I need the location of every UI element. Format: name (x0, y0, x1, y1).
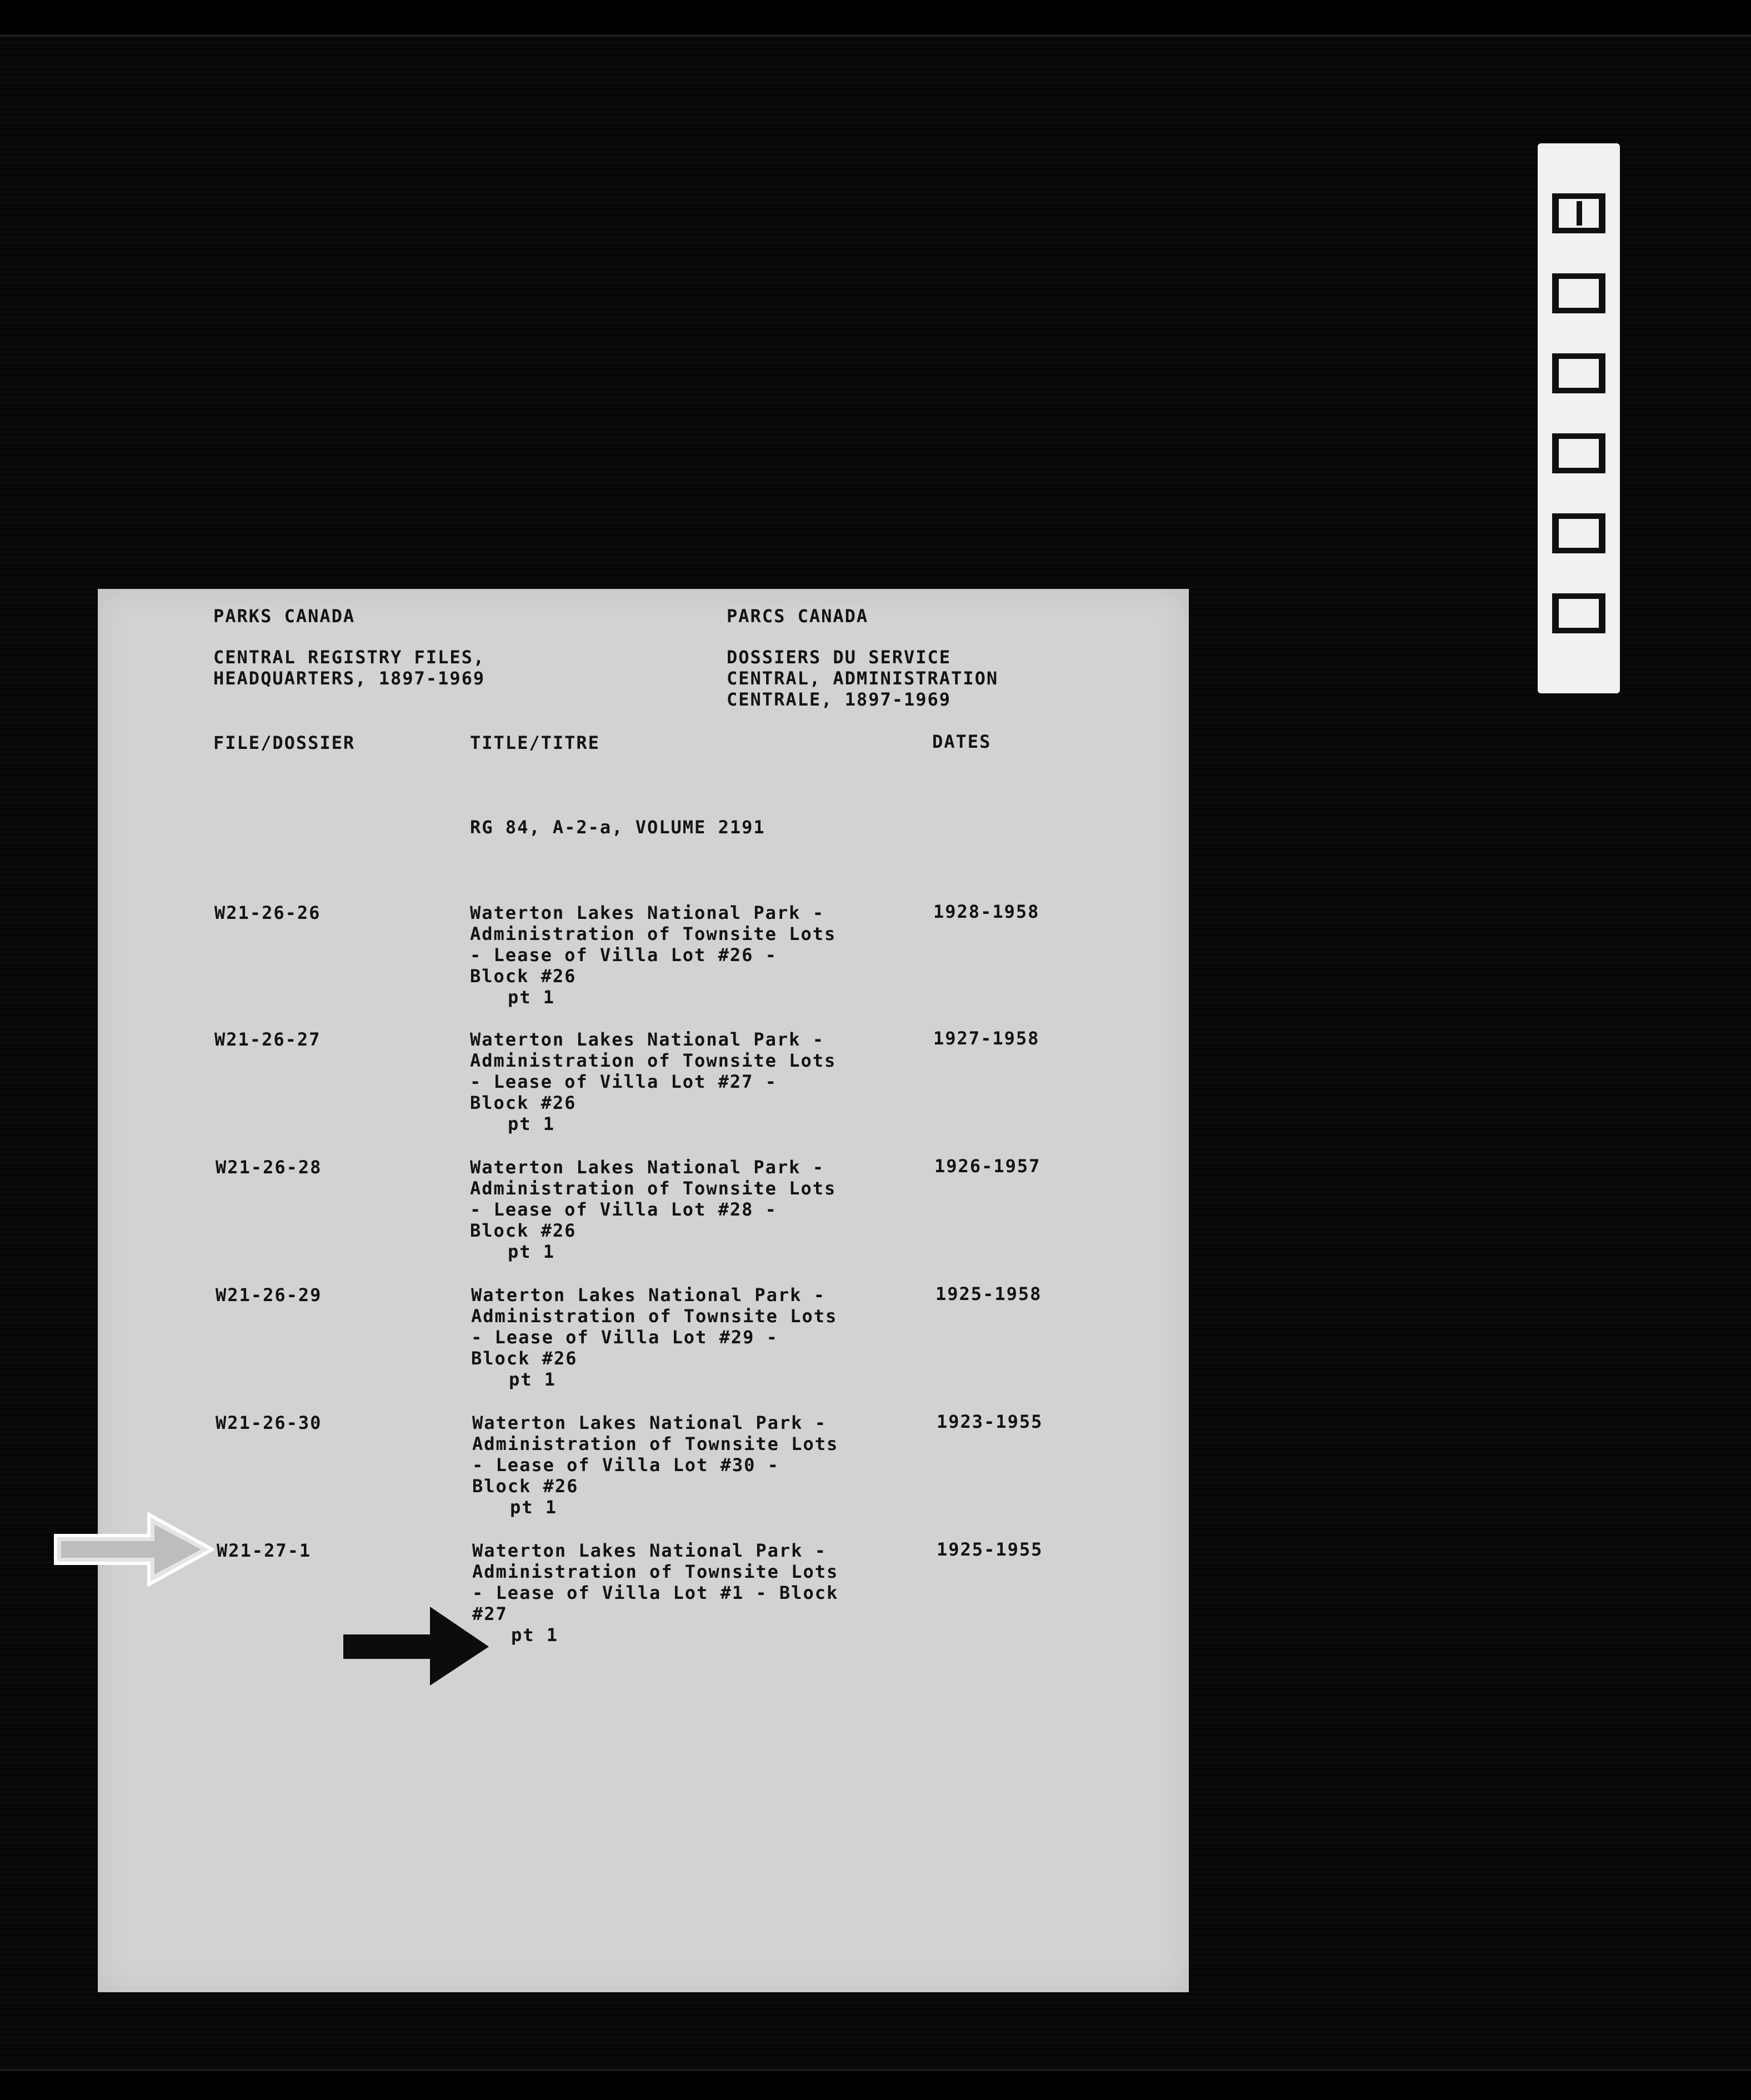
frame-counter-segment (1555, 228, 1579, 233)
finding-aid-page (98, 589, 1189, 1992)
outline-arrow-right-icon (53, 1512, 214, 1587)
frame-counter-segment (1555, 273, 1579, 279)
entry-part: pt 1 (508, 1113, 556, 1134)
frame-counter-segment (1599, 593, 1605, 633)
entry-part-flagged: pt 1 (511, 1624, 559, 1646)
entry-dates: 1927-1958 (933, 1028, 1040, 1049)
frame-counter-segment (1555, 593, 1579, 599)
film-bottom-edge (0, 2069, 1751, 2100)
entry-file-number: W21-26-30 (216, 1412, 322, 1433)
frame-counter-strip (1538, 143, 1620, 693)
frame-counter-digit (1549, 430, 1609, 477)
header-series-fr-line-3: CENTRALE, 1897-1969 (727, 689, 952, 710)
frame-counter-segment (1579, 308, 1602, 313)
frame-counter-segment (1599, 353, 1605, 393)
column-header-file: FILE/DOSSIER (213, 732, 356, 753)
frame-counter-segment (1579, 628, 1602, 633)
entry-title: Waterton Lakes National Park - Administration of Townsite Lots - Lease of Villa Lot #26 - Block #26 (470, 902, 837, 987)
frame-counter-digit (1549, 350, 1609, 397)
frame-counter-segment (1579, 388, 1602, 393)
header-org-en: PARKS CANADA (213, 606, 356, 627)
entry-title: Waterton Lakes National Park - Administration of Townsite Lots - Lease of Villa Lot #28 - Block #26 (470, 1157, 837, 1241)
frame-counter-segment (1579, 273, 1602, 279)
frame-counter-segment (1552, 513, 1559, 553)
frame-counter-segment (1579, 433, 1602, 439)
entry-file-number: W21-26-29 (216, 1284, 322, 1306)
entry-part: pt 1 (509, 1369, 557, 1390)
frame-counter-digit (1549, 510, 1609, 557)
frame-counter-segment (1555, 513, 1579, 519)
frame-counter-segment (1555, 548, 1579, 553)
entry-dates: 1926-1957 (934, 1156, 1041, 1177)
entry-part: pt 1 (508, 987, 556, 1008)
entry-dates: 1925-1958 (935, 1283, 1042, 1304)
header-series-en-line-1: CENTRAL REGISTRY FILES, (213, 647, 486, 668)
entry-file-number: W21-26-26 (214, 902, 321, 923)
frame-counter-segment (1599, 433, 1605, 473)
entry-dates: 1923-1955 (937, 1411, 1043, 1432)
frame-counter-segment (1579, 193, 1602, 199)
frame-counter-segment (1552, 353, 1559, 393)
frame-counter-segment (1599, 273, 1605, 313)
entry-file-number: W21-26-28 (216, 1157, 322, 1178)
column-header-title: TITLE/TITRE (470, 732, 600, 753)
frame-counter-segment (1579, 468, 1602, 473)
frame-counter-segment (1579, 353, 1602, 359)
frame-counter-segment (1552, 273, 1559, 313)
frame-counter-segment (1555, 628, 1579, 633)
entry-dates: 1928-1958 (933, 901, 1040, 922)
entry-part: pt 1 (510, 1497, 558, 1518)
frame-counter-segment (1552, 433, 1559, 473)
entry-dates: 1925-1955 (937, 1539, 1043, 1560)
frame-counter-segment (1599, 513, 1605, 553)
entry-title: Waterton Lakes National Park - Administration of Townsite Lots - Lease of Villa Lot #29 - Block #26 (471, 1284, 838, 1369)
frame-counter-digit (1549, 270, 1609, 317)
frame-counter-segment (1577, 201, 1582, 226)
entry-file-number: W21-26-27 (214, 1029, 321, 1050)
entry-file-number-flagged: W21-27-1 (217, 1540, 312, 1561)
solid-arrow-right-icon (341, 1604, 491, 1688)
film-top-edge (0, 0, 1751, 37)
frame-counter-segment (1552, 593, 1559, 633)
entry-title: Waterton Lakes National Park - Administration of Townsite Lots - Lease of Villa Lot #30 - Block #26 (472, 1412, 839, 1497)
frame-counter-segment (1579, 228, 1602, 233)
frame-counter-digit (1549, 190, 1609, 237)
frame-counter-segment (1599, 193, 1605, 233)
header-org-fr: PARCS CANADA (727, 606, 869, 627)
frame-counter-segment (1555, 388, 1579, 393)
frame-counter-segment (1579, 593, 1602, 599)
frame-counter-segment (1555, 308, 1579, 313)
volume-heading: RG 84, A-2-a, VOLUME 2191 (470, 817, 766, 838)
entry-title: Waterton Lakes National Park - Administration of Townsite Lots - Lease of Villa Lot #1 - Block #27 (472, 1540, 839, 1624)
frame-counter-segment (1555, 193, 1579, 199)
header-series-fr-line-1: DOSSIERS DU SERVICE (727, 647, 952, 668)
frame-counter-segment (1555, 468, 1579, 473)
header-series-en-line-2: HEADQUARTERS, 1897-1969 (213, 668, 486, 689)
frame-counter-segment (1555, 353, 1579, 359)
column-header-dates: DATES (932, 731, 992, 752)
frame-counter-digit (1549, 590, 1609, 637)
entry-part: pt 1 (508, 1241, 556, 1262)
entry-title: Waterton Lakes National Park - Administration of Townsite Lots - Lease of Villa Lot #27 - Block #26 (470, 1029, 837, 1113)
frame-counter-segment (1579, 548, 1602, 553)
header-series-fr-line-2: CENTRAL, ADMINISTRATION (727, 668, 999, 689)
frame-counter-segment (1579, 513, 1602, 519)
frame-counter-segment (1552, 193, 1559, 233)
frame-counter-segment (1555, 433, 1579, 439)
